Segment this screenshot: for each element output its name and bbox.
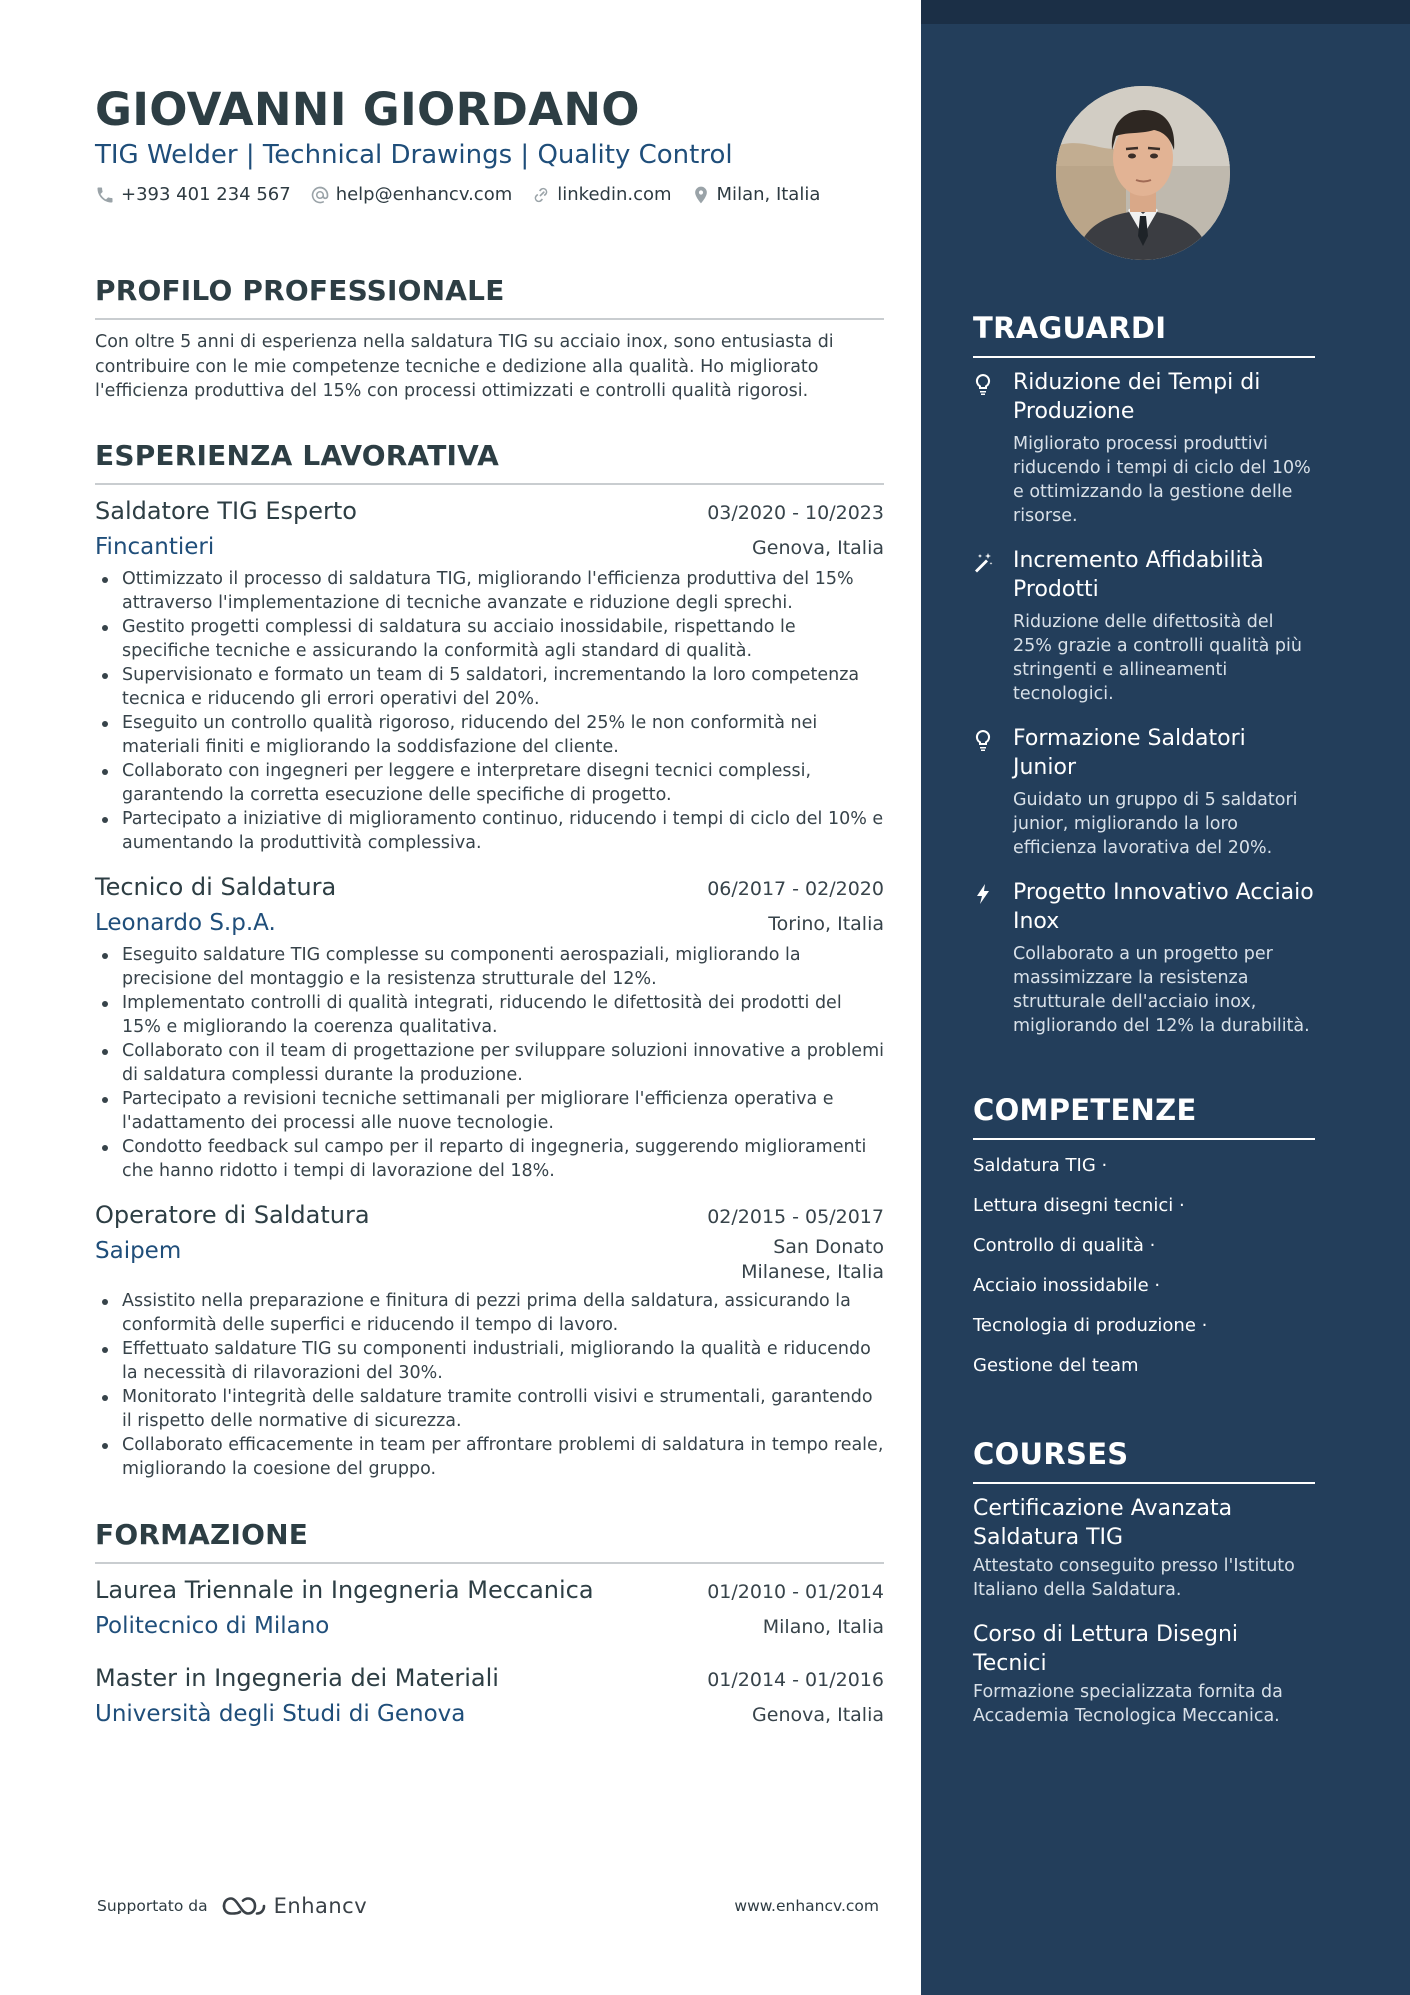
list-item: Eseguito saldature TIG complesse su componenti aerospaziali, migliorando la precisione del montaggio e la resistenza strutturale del 12%. [95, 943, 884, 991]
course-title: Certificazione Avanzata Saldatura TIG [973, 1496, 1233, 1550]
lightning-icon [973, 883, 993, 905]
course-description: Formazione specializzata fornita da Accademia Tecnologica Meccanica. [973, 1682, 1283, 1726]
location-pin-icon [691, 185, 711, 205]
list-item: Partecipato a revisioni tecniche settimanali per migliorare l'efficienza operativa e l'adattamento dei processi alle nuove tecnologie. [95, 1087, 884, 1135]
courses-section [973, 1436, 1315, 1746]
resume-header [95, 84, 893, 205]
section-divider [973, 356, 1315, 358]
section-divider [95, 483, 884, 485]
job-company: Saipem [95, 1237, 182, 1264]
education-location: Genova, Italia [752, 1703, 884, 1726]
education-degree: Laurea Triennale in Ingegneria Meccanica [95, 1575, 594, 1604]
phone-text: +393 401 234 567 [121, 184, 291, 205]
contact-linkedin[interactable] [531, 184, 671, 205]
profile-summary: Con oltre 5 anni di esperienza nella saldatura TIG su acciaio inox, sono entusiasta di contribuire con le mie competenze tecniche e dedizione alla qualità. Ho migliorato l'efficienza produttiva del 15% con processi ottimizzati e controlli qualità rigorosi. [95, 332, 834, 401]
job-role: Tecnico di Saldatura [95, 872, 337, 901]
job-company: Leonardo S.p.A. [95, 909, 276, 936]
job-location-line: San Donato [773, 1235, 884, 1258]
skill-item: Gestione del team [973, 1355, 1139, 1376]
education-dates: 01/2014 - 01/2016 [707, 1668, 884, 1691]
course-item [973, 1620, 1315, 1728]
section-divider [973, 1482, 1315, 1484]
job-entry [95, 495, 884, 855]
footer-url[interactable]: www.enhancv.com [734, 1897, 879, 1915]
job-role: Operatore di Saldatura [95, 1200, 370, 1229]
achievement-item [973, 546, 1315, 706]
achievement-description: Riduzione delle difettosità del 25% grazie a controlli qualità più stringenti e allineamenti tecnologici. [1013, 612, 1302, 704]
list-item: Partecipato a iniziative di miglioramento continuo, riducendo i tempi di ciclo del 10% e aumentando la produttività complessiva. [95, 807, 884, 855]
list-item: Monitorato l'integrità delle saldature tramite controlli visivi e strumentali, garantendo il rispetto delle normative di sicurezza. [95, 1385, 884, 1433]
skill-item: Acciaio inossidabile · [973, 1275, 1161, 1296]
contact-bar [95, 184, 893, 205]
job-location: Genova, Italia [752, 536, 884, 559]
list-item: Gestito progetti complessi di saldatura su acciaio inossidabile, rispettando le specifiche tecniche e assicurando la conformità agli standard di qualità. [95, 615, 884, 663]
education-section [95, 1517, 893, 1730]
achievement-description: Guidato un gruppo di 5 saldatori junior, migliorando la loro efficienza lavorativa del 20%. [1013, 790, 1298, 858]
section-divider [95, 1562, 884, 1564]
education-entry [95, 1574, 884, 1642]
infinity-logo-icon [220, 1893, 268, 1919]
job-location [741, 1235, 884, 1285]
job-dates: 02/2015 - 05/2017 [707, 1205, 884, 1228]
skill-item: Tecnologia di produzione · [973, 1315, 1208, 1336]
job-entry [95, 871, 884, 1183]
contact-location [691, 184, 821, 205]
courses-heading: COURSES [973, 1437, 1129, 1471]
skill-item: Lettura disegni tecnici · [973, 1195, 1185, 1216]
section-divider [95, 318, 884, 320]
course-item [973, 1494, 1315, 1602]
list-item: Supervisionato e formato un team di 5 saldatori, incrementando la loro competenza tecnica e riducendo gli errori operativi del 20%. [95, 663, 884, 711]
education-school: Politecnico di Milano [95, 1612, 330, 1639]
page-footer [97, 1893, 879, 1919]
job-entry [95, 1199, 884, 1481]
job-location-line: Milanese, Italia [741, 1260, 884, 1283]
skills-heading: COMPETENZE [973, 1093, 1197, 1127]
contact-phone [95, 184, 291, 205]
achievement-title: Formazione Saldatori Junior [1013, 726, 1246, 780]
job-bullets [95, 1289, 884, 1481]
supported-by-text: Supportato da [97, 1897, 208, 1915]
section-divider [973, 1138, 1315, 1140]
job-bullets [95, 943, 884, 1183]
skills-section [973, 1092, 1315, 1394]
candidate-name: GIOVANNI GIORDANO [95, 83, 640, 136]
at-sign-icon [310, 185, 330, 205]
location-text: Milan, Italia [716, 184, 821, 205]
job-dates: 03/2020 - 10/2023 [707, 501, 884, 524]
list-item: Ottimizzato il processo di saldatura TIG, migliorando l'efficienza produttiva del 15% attraverso l'implementazione di tecniche avanzate e riduzione degli sprechi. [95, 567, 884, 615]
email-text: help@enhancv.com [335, 184, 513, 205]
profile-section [95, 273, 893, 404]
achievement-item [973, 878, 1315, 1038]
skill-item: Controllo di qualità · [973, 1235, 1156, 1256]
experience-heading: ESPERIENZA LAVORATIVA [95, 438, 500, 472]
profile-heading: PROFILO PROFESSIONALE [95, 274, 505, 307]
education-school: Università degli Studi di Genova [95, 1700, 466, 1727]
linkedin-text: linkedin.com [557, 184, 672, 205]
brand-name: Enhancv [273, 1894, 368, 1918]
achievement-description: Migliorato processi produttivi riducendo i tempi di ciclo del 10% e ottimizzando la gestione delle risorse. [1013, 434, 1311, 526]
achievement-item [973, 724, 1315, 860]
job-bullets [95, 567, 884, 855]
list-item: Implementato controlli di qualità integrati, riducendo le difettosità dei prodotti del 15% e migliorando la coerenza qualitativa. [95, 991, 884, 1039]
achievement-title: Riduzione dei Tempi di Produzione [1013, 370, 1261, 424]
achievement-title: Incremento Affidabilità Prodotti [1013, 548, 1264, 602]
job-location: Torino, Italia [768, 912, 884, 935]
achievement-item [973, 368, 1315, 528]
sidebar [921, 0, 1410, 1995]
education-location: Milano, Italia [762, 1615, 884, 1638]
list-item: Condotto feedback sul campo per il reparto di ingegneria, suggerendo miglioramenti che hanno ridotto i tempi di lavorazione del 18%. [95, 1135, 884, 1183]
course-description: Attestato conseguito presso l'Istituto Italiano della Saldatura. [973, 1556, 1295, 1600]
phone-icon [95, 185, 115, 205]
achievements-heading: TRAGUARDI [973, 311, 1167, 345]
skill-item: Saldatura TIG · [973, 1155, 1108, 1176]
experience-section [95, 438, 893, 1481]
education-dates: 01/2010 - 01/2014 [707, 1580, 884, 1603]
candidate-title: TIG Welder | Technical Drawings | Quality Control [95, 140, 733, 170]
job-company: Fincantieri [95, 533, 215, 560]
achievement-description: Collaborato a un progetto per massimizzare la resistenza strutturale dell'acciaio inox, migliorando del 12% la durabilità. [1013, 944, 1310, 1036]
footer-branding [97, 1893, 367, 1919]
education-degree: Master in Ingegneria dei Materiali [95, 1663, 499, 1692]
magic-wand-icon [973, 551, 993, 573]
lightbulb-icon [973, 373, 993, 395]
enhancv-logo[interactable] [220, 1893, 368, 1919]
education-heading: FORMAZIONE [95, 1517, 309, 1551]
sidebar-top-band [921, 0, 1410, 24]
portrait-image [1056, 86, 1230, 260]
contact-email[interactable] [310, 184, 513, 205]
list-item: Assistito nella preparazione e finitura di pezzi prima della saldatura, assicurando la conformità delle superfici e riducendo il tempo di lavoro. [95, 1289, 884, 1337]
achievement-title: Progetto Innovativo Acciaio Inox [1013, 880, 1314, 934]
list-item: Collaborato con ingegneri per leggere e interpretare disegni tecnici complessi, garantendo la corretta esecuzione delle specifiche di progetto. [95, 759, 884, 807]
list-item: Collaborato efficacemente in team per affrontare problemi di saldatura in tempo reale, migliorando la coesione del gruppo. [95, 1433, 884, 1481]
list-item: Effettuato saldature TIG su componenti industriali, migliorando la qualità e riducendo la necessità di rilavorazioni del 30%. [95, 1337, 884, 1385]
list-item: Collaborato con il team di progettazione per sviluppare soluzioni innovative a problemi di saldatura complessi durante la produzione. [95, 1039, 884, 1087]
list-item: Eseguito un controllo qualità rigoroso, riducendo del 25% le non conformità nei materiali finiti e migliorando la soddisfazione del cliente. [95, 711, 884, 759]
lightbulb-icon [973, 729, 993, 751]
job-role: Saldatore TIG Esperto [95, 496, 357, 525]
achievements-section [973, 310, 1315, 1056]
profile-photo [1056, 86, 1230, 260]
education-entry [95, 1662, 884, 1730]
job-dates: 06/2017 - 02/2020 [707, 877, 884, 900]
link-icon [531, 185, 551, 205]
course-title: Corso di Lettura Disegni Tecnici [973, 1622, 1239, 1676]
